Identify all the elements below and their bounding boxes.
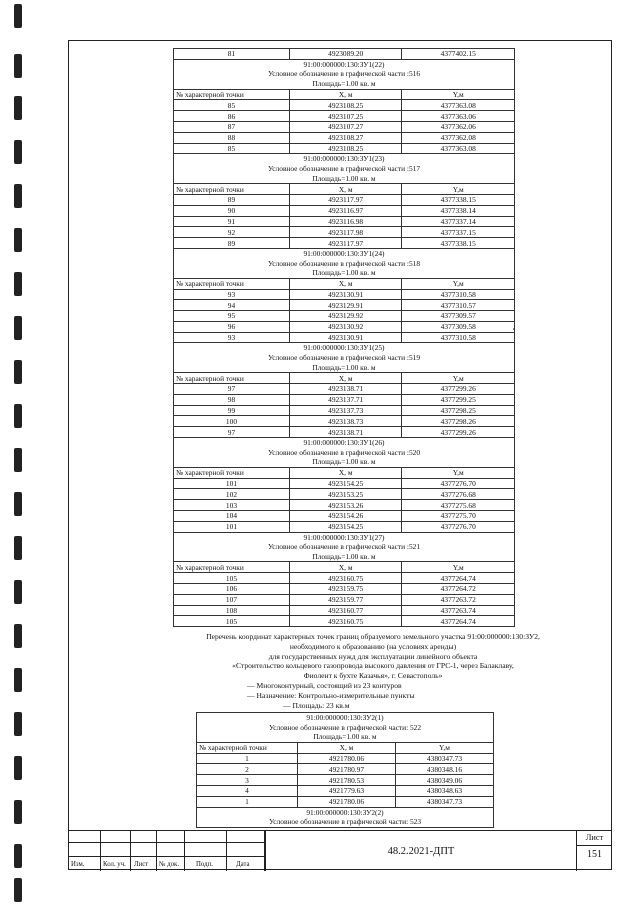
x-coordinate: 4923129.92 bbox=[289, 311, 402, 322]
point-column-header: № характерной точки bbox=[197, 742, 298, 753]
y-column-header: Y,м bbox=[402, 562, 515, 573]
point-number: 85 bbox=[174, 100, 290, 111]
table-row bbox=[174, 478, 515, 489]
y-coordinate: 4377298.26 bbox=[402, 416, 515, 427]
x-column-header: X, м bbox=[297, 742, 395, 753]
binding-hole bbox=[14, 448, 22, 472]
point-number: 3 bbox=[197, 775, 298, 786]
point-number: 93 bbox=[174, 289, 290, 300]
x-coordinate: 4921780.97 bbox=[297, 764, 395, 775]
coordinates-table bbox=[173, 183, 515, 249]
y-coordinate: 4377298.25 bbox=[402, 405, 515, 416]
plot-block bbox=[173, 154, 515, 249]
coordinates-table bbox=[173, 467, 515, 533]
y-coordinate: 4377362.06 bbox=[402, 121, 515, 132]
point-number: 90 bbox=[174, 205, 290, 216]
point-number: 2 bbox=[197, 764, 298, 775]
y-coordinate: 4377337.15 bbox=[402, 227, 515, 238]
stamp-caption: Подп. bbox=[196, 861, 213, 868]
point-column-header: № характерной точки bbox=[174, 278, 290, 289]
binding-hole bbox=[14, 756, 22, 780]
block-legend: Условное обозначение в графической части :516 bbox=[173, 69, 515, 79]
point-number: 81 bbox=[174, 49, 290, 60]
x-column-header: X, м bbox=[289, 467, 402, 478]
point-number: 1 bbox=[197, 796, 298, 807]
point-number: 89 bbox=[174, 194, 290, 205]
y-coordinate: 4377263.72 bbox=[402, 594, 515, 605]
coordinates-list bbox=[173, 48, 515, 627]
table-row bbox=[197, 775, 494, 786]
table-row bbox=[174, 583, 515, 594]
table-row bbox=[174, 405, 515, 416]
block-legend: Условное обозначение в графической части :520 bbox=[173, 448, 515, 458]
table-row bbox=[197, 785, 494, 796]
point-number: 99 bbox=[174, 405, 290, 416]
y-coordinate: 4377337.14 bbox=[402, 216, 515, 227]
table-row bbox=[174, 511, 515, 522]
x-coordinate: 4923160.77 bbox=[289, 605, 402, 616]
table-row bbox=[174, 49, 515, 60]
table-header-row bbox=[174, 373, 515, 384]
binding-hole bbox=[14, 668, 22, 692]
description-line: — Площадь: 23 кв.м bbox=[283, 700, 350, 710]
point-number: 108 bbox=[174, 605, 290, 616]
y-column-header: Y,м bbox=[395, 742, 493, 753]
x-coordinate: 4923160.75 bbox=[289, 573, 402, 584]
sheet-label: Лист bbox=[577, 833, 612, 846]
binding-hole bbox=[14, 624, 22, 648]
x-coordinate: 4923130.91 bbox=[289, 332, 402, 343]
table-row bbox=[174, 238, 515, 249]
y-column-header: Y,м bbox=[402, 373, 515, 384]
y-coordinate: 4380349.06 bbox=[395, 775, 493, 786]
point-number: 93 bbox=[174, 332, 290, 343]
plot-block bbox=[173, 343, 515, 438]
x-coordinate: 4923137.71 bbox=[289, 394, 402, 405]
table-row bbox=[174, 573, 515, 584]
description-line: для государственных нужд для эксплуатации линейного объекта bbox=[268, 651, 478, 661]
stamp-caption: Дата bbox=[236, 861, 250, 868]
plot-zu2-coordinates bbox=[196, 712, 494, 828]
y-coordinate: 4377363.08 bbox=[402, 143, 515, 154]
block-title: 91:00:000000:130:ЗУ1(26) bbox=[173, 438, 515, 448]
block-area: Площадь=1.00 кв. м bbox=[173, 174, 515, 184]
y-coordinate: 4377309.57 bbox=[402, 311, 515, 322]
sheet-box bbox=[577, 831, 612, 871]
binding-hole bbox=[14, 140, 22, 164]
block-title: 91:00:000000:130:ЗУ1(24) bbox=[173, 249, 515, 259]
y-coordinate: 4377363.08 bbox=[402, 100, 515, 111]
table-row bbox=[174, 416, 515, 427]
point-number: 105 bbox=[174, 616, 290, 627]
plot-block bbox=[196, 712, 494, 828]
x-coordinate: 4923116.98 bbox=[289, 216, 402, 227]
table-row bbox=[174, 384, 515, 395]
y-coordinate: 4377275.68 bbox=[402, 500, 515, 511]
binding-hole bbox=[14, 800, 22, 824]
y-column-header: Y,м bbox=[402, 278, 515, 289]
x-coordinate: 4923154.25 bbox=[289, 521, 402, 532]
y-coordinate: 4377309.58 bbox=[402, 321, 515, 332]
block-legend: Условное обозначение в графической части :517 bbox=[173, 164, 515, 174]
y-coordinate: 4377276.70 bbox=[402, 478, 515, 489]
table-row bbox=[174, 111, 515, 122]
y-coordinate: 4377264.74 bbox=[402, 573, 515, 584]
y-coordinate: 4377299.26 bbox=[402, 427, 515, 438]
binding-hole bbox=[14, 536, 22, 560]
x-coordinate: 4923117.97 bbox=[289, 194, 402, 205]
point-number: 97 bbox=[174, 427, 290, 438]
y-column-header: Y,м bbox=[402, 184, 515, 195]
point-number: 107 bbox=[174, 594, 290, 605]
binding-hole bbox=[14, 844, 22, 868]
block-title: 91:00:000000:130:ЗУ1(25) bbox=[173, 343, 515, 353]
x-coordinate: 4923130.92 bbox=[289, 321, 402, 332]
description-line: — Многоконтурный, состоящий из 23 контуров bbox=[247, 680, 402, 690]
table-row bbox=[174, 132, 515, 143]
binding-hole bbox=[14, 580, 22, 604]
sheet-number: 151 bbox=[587, 849, 602, 860]
x-coordinate: 4923107.25 bbox=[289, 111, 402, 122]
table-row bbox=[174, 121, 515, 132]
table-row bbox=[174, 194, 515, 205]
table-row bbox=[197, 796, 494, 807]
x-coordinate: 4921780.53 bbox=[297, 775, 395, 786]
y-coordinate: 4377310.58 bbox=[402, 289, 515, 300]
point-number: 101 bbox=[174, 521, 290, 532]
y-column-header: Y,м bbox=[402, 89, 515, 100]
binding-hole bbox=[14, 316, 22, 340]
point-number: 91 bbox=[174, 216, 290, 227]
point-number: 106 bbox=[174, 583, 290, 594]
y-coordinate: 4380347.73 bbox=[395, 796, 493, 807]
table-row bbox=[174, 205, 515, 216]
point-number: 96 bbox=[174, 321, 290, 332]
table-row bbox=[197, 764, 494, 775]
y-coordinate: 4377310.57 bbox=[402, 300, 515, 311]
point-number: 4 bbox=[197, 785, 298, 796]
table-header-row bbox=[174, 278, 515, 289]
table-header-row bbox=[197, 742, 494, 753]
y-coordinate: 4377264.74 bbox=[402, 616, 515, 627]
plot-block bbox=[173, 438, 515, 533]
next-block-heading bbox=[196, 808, 494, 828]
x-coordinate: 4923154.26 bbox=[289, 511, 402, 522]
point-number: 101 bbox=[174, 478, 290, 489]
point-column-header: № характерной точки bbox=[174, 373, 290, 384]
plot-block bbox=[173, 249, 515, 344]
description-line: Перечень координат характерных точек границ образуемого земельного участка 91:00:000000:130:ЗУ2, bbox=[206, 632, 540, 641]
table-row bbox=[174, 216, 515, 227]
x-coordinate: 4923117.98 bbox=[289, 227, 402, 238]
top-row-table bbox=[173, 48, 515, 60]
block-area: Площадь=1.00 кв. м bbox=[196, 732, 494, 742]
block-title: 91:00:000000:130:ЗУ2(1) bbox=[196, 713, 494, 723]
table-row bbox=[174, 100, 515, 111]
title-block bbox=[68, 830, 612, 871]
coordinates-table bbox=[173, 278, 515, 344]
point-number: 104 bbox=[174, 511, 290, 522]
block-area: Площадь=1.00 кв. м bbox=[173, 457, 515, 467]
table-row bbox=[174, 394, 515, 405]
stamp-caption: Лист bbox=[134, 861, 149, 868]
point-number: 94 bbox=[174, 300, 290, 311]
binding-hole bbox=[14, 272, 22, 296]
x-coordinate: 4923107.27 bbox=[289, 121, 402, 132]
point-number: 1 bbox=[197, 753, 298, 764]
description-line: «Строительство кольцевого газопровода высокого давления от ГРС-1, через Балаклаву, bbox=[232, 661, 514, 671]
x-coordinate: 4923108.27 bbox=[289, 132, 402, 143]
y-coordinate: 4380347.73 bbox=[395, 753, 493, 764]
point-number: 92 bbox=[174, 227, 290, 238]
block-title: 91:00:000000:130:ЗУ2(2) bbox=[306, 807, 384, 817]
point-column-header: № характерной точки bbox=[174, 562, 290, 573]
table-row bbox=[174, 605, 515, 616]
point-column-header: № характерной точки bbox=[174, 467, 290, 478]
binding-hole bbox=[14, 492, 22, 516]
y-coordinate: 4377276.70 bbox=[402, 521, 515, 532]
description-line: — Назначение: Контрольно-измерительные пункты bbox=[247, 690, 415, 700]
y-column-header: Y,м bbox=[402, 467, 515, 478]
y-coordinate: 4377299.25 bbox=[402, 394, 515, 405]
table-row bbox=[174, 289, 515, 300]
table-header-row bbox=[174, 89, 515, 100]
block-title: 91:00:000000:130:ЗУ1(22) bbox=[173, 60, 515, 70]
x-coordinate: 4923138.71 bbox=[289, 384, 402, 395]
y-coordinate: 4380348.63 bbox=[395, 785, 493, 796]
x-column-header: X, м bbox=[289, 184, 402, 195]
x-coordinate: 4923153.26 bbox=[289, 500, 402, 511]
x-coordinate: 4923116.97 bbox=[289, 205, 402, 216]
point-column-header: № характерной точки bbox=[174, 184, 290, 195]
block-legend: Условное обозначение в графической части :518 bbox=[173, 259, 515, 269]
coordinates-table bbox=[173, 372, 515, 438]
block-legend: Условное обозначение в графической части :519 bbox=[173, 353, 515, 363]
point-number: 103 bbox=[174, 500, 290, 511]
y-coordinate: 4377338.15 bbox=[402, 194, 515, 205]
table-header-row bbox=[174, 467, 515, 478]
table-row bbox=[174, 500, 515, 511]
table-header-row bbox=[174, 562, 515, 573]
stamp-caption: Кол. уч. bbox=[103, 861, 126, 868]
stamp-caption: Изм. bbox=[71, 861, 85, 868]
x-coordinate: 4923089.20 bbox=[289, 49, 402, 60]
y-coordinate: 4380348.16 bbox=[395, 764, 493, 775]
point-number: 97 bbox=[174, 384, 290, 395]
x-coordinate: 4923138.73 bbox=[289, 416, 402, 427]
plot-block bbox=[173, 60, 515, 155]
x-coordinate: 4923154.25 bbox=[289, 478, 402, 489]
y-coordinate: 4377299.26 bbox=[402, 384, 515, 395]
point-number: 88 bbox=[174, 132, 290, 143]
x-column-header: X, м bbox=[289, 373, 402, 384]
y-coordinate: 4377275.70 bbox=[402, 511, 515, 522]
point-number: 87 bbox=[174, 121, 290, 132]
block-legend: Условное обозначение в графической части: 523 bbox=[268, 817, 422, 827]
x-coordinate: 4923153.25 bbox=[289, 489, 402, 500]
binding-hole bbox=[14, 96, 22, 120]
point-number: 89 bbox=[174, 238, 290, 249]
block-legend: Условное обозначение в графической части :521 bbox=[173, 542, 515, 552]
plot-description bbox=[173, 632, 573, 710]
y-coordinate: 4377338.15 bbox=[402, 238, 515, 249]
document-code: 48.2.2021-ДПТ bbox=[265, 831, 577, 871]
point-column-header: № характерной точки bbox=[174, 89, 290, 100]
revision-grid bbox=[68, 831, 265, 871]
block-area: Площадь=1.00 кв. м bbox=[173, 79, 515, 89]
coordinates-table bbox=[173, 561, 515, 627]
table-row bbox=[174, 489, 515, 500]
table-row bbox=[174, 427, 515, 438]
x-coordinate: 4921780.06 bbox=[297, 796, 395, 807]
stamp-caption: № док. bbox=[159, 861, 180, 868]
x-coordinate: 4923159.75 bbox=[289, 583, 402, 594]
x-coordinate: 4923138.71 bbox=[289, 427, 402, 438]
block-area: Площадь=1.00 кв. м bbox=[173, 552, 515, 562]
binding-hole bbox=[14, 4, 22, 28]
point-number: 95 bbox=[174, 311, 290, 322]
y-coordinate: 4377363.06 bbox=[402, 111, 515, 122]
x-coordinate: 4923137.73 bbox=[289, 405, 402, 416]
binding-hole bbox=[14, 54, 22, 78]
table-header-row bbox=[174, 184, 515, 195]
binding-hole bbox=[14, 184, 22, 208]
binding-hole bbox=[14, 878, 22, 902]
coordinates-table bbox=[173, 89, 515, 155]
y-coordinate: 4377362.08 bbox=[402, 132, 515, 143]
table-row bbox=[197, 753, 494, 764]
table-row bbox=[174, 594, 515, 605]
y-coordinate: 4377310.58 bbox=[402, 332, 515, 343]
table-row bbox=[174, 143, 515, 154]
x-coordinate: 4923117.97 bbox=[289, 238, 402, 249]
x-coordinate: 4921779.63 bbox=[297, 785, 395, 796]
y-coordinate: 4377276.68 bbox=[402, 489, 515, 500]
block-area: Площадь=1.00 кв. м bbox=[173, 268, 515, 278]
table-row bbox=[174, 311, 515, 322]
x-column-header: X, м bbox=[289, 562, 402, 573]
x-column-header: X, м bbox=[289, 278, 402, 289]
x-coordinate: 4921780.06 bbox=[297, 753, 395, 764]
block-legend: Условное обозначение в графической части: 522 bbox=[196, 723, 494, 733]
table-row bbox=[174, 616, 515, 627]
description-line: необходимого к образованию (на условиях аренды) bbox=[289, 641, 457, 651]
description-line: Фиолент к бухте Казачья», г. Севастополь» bbox=[303, 671, 443, 681]
block-area: Площадь=1.00 кв. м bbox=[173, 363, 515, 373]
x-coordinate: 4923159.77 bbox=[289, 594, 402, 605]
y-coordinate: 4377338.14 bbox=[402, 205, 515, 216]
point-number: 102 bbox=[174, 489, 290, 500]
coordinates-table bbox=[196, 742, 494, 808]
point-number: 100 bbox=[174, 416, 290, 427]
point-number: 85 bbox=[174, 143, 290, 154]
x-coordinate: 4923130.91 bbox=[289, 289, 402, 300]
y-coordinate: 4377263.74 bbox=[402, 605, 515, 616]
x-coordinate: 4923108.25 bbox=[289, 143, 402, 154]
table-row bbox=[174, 521, 515, 532]
binding-hole bbox=[14, 228, 22, 252]
x-coordinate: 4923129.91 bbox=[289, 300, 402, 311]
table-row bbox=[174, 300, 515, 311]
table-row bbox=[174, 227, 515, 238]
point-number: 86 bbox=[174, 111, 290, 122]
x-coordinate: 4923160.75 bbox=[289, 616, 402, 627]
point-number: 105 bbox=[174, 573, 290, 584]
x-column-header: X, м bbox=[289, 89, 402, 100]
binding-hole bbox=[14, 712, 22, 736]
y-coordinate: 4377402.15 bbox=[402, 49, 515, 60]
y-coordinate: 4377264.72 bbox=[402, 583, 515, 594]
block-title: 91:00:000000:130:ЗУ1(27) bbox=[173, 533, 515, 543]
plot-block bbox=[173, 533, 515, 628]
x-coordinate: 4923108.25 bbox=[289, 100, 402, 111]
table-row bbox=[174, 321, 515, 332]
table-row bbox=[174, 332, 515, 343]
binding-holes bbox=[14, 0, 26, 905]
binding-hole bbox=[14, 360, 22, 384]
block-title: 91:00:000000:130:ЗУ1(23) bbox=[173, 154, 515, 164]
point-number: 98 bbox=[174, 394, 290, 405]
binding-hole bbox=[14, 404, 22, 428]
